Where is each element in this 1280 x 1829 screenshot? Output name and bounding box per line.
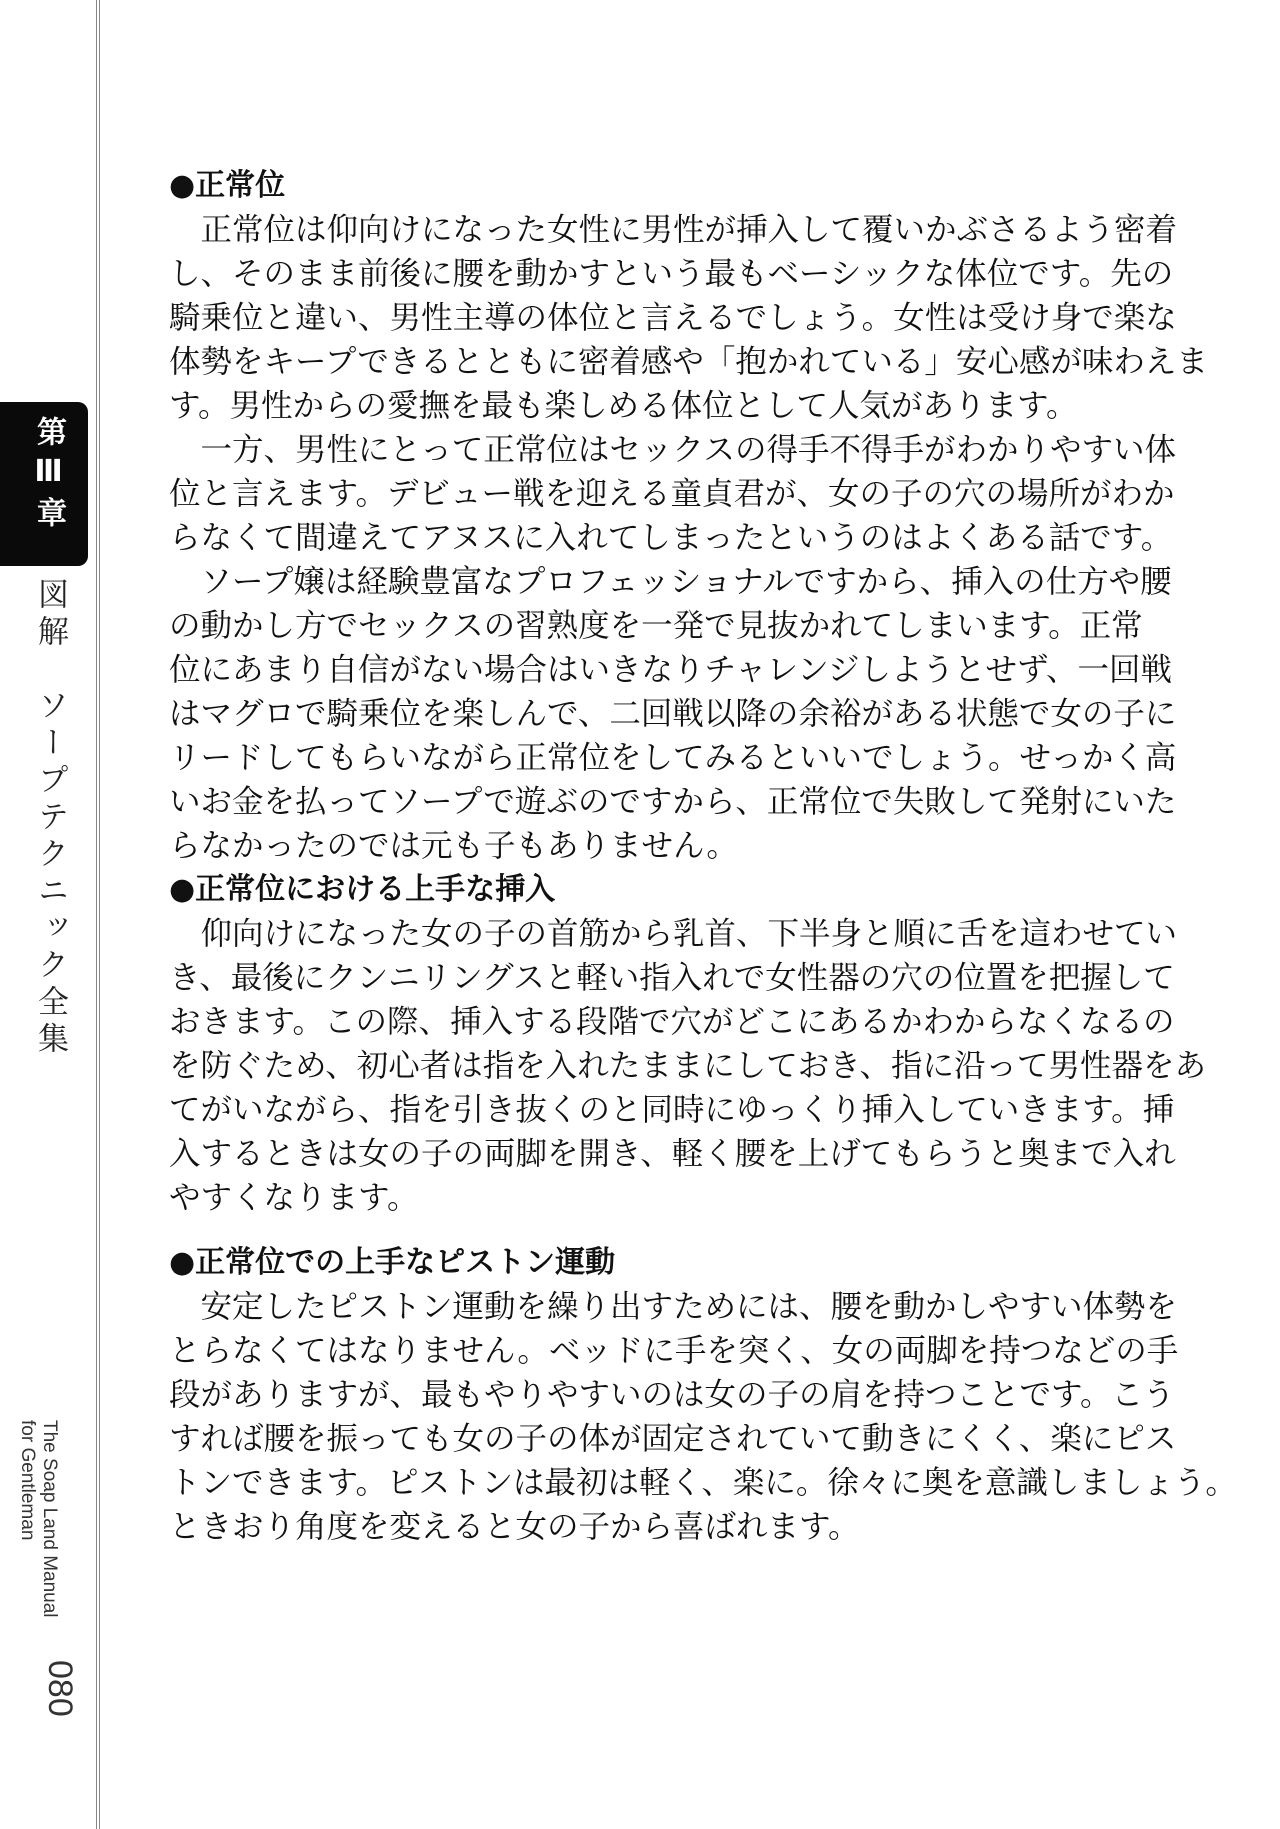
body-line: 位にあまり自信がない場合はいきなりチャレンジしようとせず、一回戦 [169, 652, 1172, 688]
body-line: 騎乗位と違い、男性主導の体位と言えるでしょう。女性は受け身で楽な [169, 300, 1177, 336]
section-missionary [169, 164, 1209, 868]
body-line: 位と言えます。デビュー戦を迎える童貞君が、女の子の穴の場所がわか [169, 476, 1175, 512]
page-number: 080 [41, 1660, 79, 1717]
body-line: すれば腰を振っても女の子の体が固定されていて動きにくく、楽にピス [169, 1421, 1177, 1457]
body-line: とらなくてはなりません。ベッドに手を突く、女の両脚を持つなどの手 [169, 1333, 1179, 1369]
body-line: おきます。この際、挿入する段階で穴がどこにあるかわからなくなるの [169, 1004, 1175, 1040]
body-line: き、最後にクンニリングスと軽い指入れで女性器の穴の位置を把握して [169, 960, 1175, 996]
section-heading: ●正常位での上手なピストン運動 [169, 1245, 616, 1280]
english-title-line1: The Soap Land Manual [39, 1420, 60, 1618]
body-line: を防ぐため、初心者は指を入れたままにしておき、指に沿って男性器をあ [169, 1048, 1206, 1084]
body-line: トンできます。ピストンは最初は軽く、楽に。徐々に奥を意識しましょう。 [169, 1465, 1237, 1501]
body-line: 段がありますが、最もやりやすいのは女の子の肩を持つことです。こう [169, 1377, 1175, 1413]
body-line: やすくなります。 [169, 1180, 419, 1216]
body-line: らなかったのでは元も子もありません。 [169, 828, 738, 864]
body-line: 一方、男性にとって正常位はセックスの得手不得手がわかりやすい体 [169, 432, 1177, 468]
body-line: いお金を払ってソープで遊ぶのですから、正常位で失敗して発射にいた [169, 784, 1177, 820]
body-line: し、そのまま前後に腰を動かすという最もベーシックな体位です。先の [169, 256, 1174, 292]
body-line: 仰向けになった女の子の首筋から乳首、下半身と順に舌を這わせてい [169, 916, 1178, 952]
body-line: 安定したピストン運動を繰り出すためには、腰を動かしやすい体勢を [169, 1289, 1178, 1325]
section-heading: ●正常位における上手な挿入 [169, 872, 556, 907]
body-line: の動かし方でセックスの習熟度を一発で見抜かれてしまいます。正常 [169, 608, 1143, 644]
body-line: らなくて間違えてアヌスに入れてしまったというのはよくある話です。 [169, 520, 1173, 556]
body-line: 正常位は仰向けになった女性に男性が挿入して覆いかぶさるよう密着 [169, 212, 1178, 248]
body-line: はマグロで騎乗位を楽しんで、二回戦以降の余裕がある状態で女の子に [169, 696, 1177, 732]
section-body [169, 912, 1209, 1220]
margin-rule-left [96, 0, 97, 1829]
body-line: 体勢をキープできるとともに密着感や「抱かれている」安心感が味わえま [169, 344, 1208, 380]
body-line: てがいながら、指を引き抜くのと同時にゆっくり挿入していきます。挿 [169, 1092, 1175, 1128]
section-body [169, 208, 1209, 868]
english-title-line2: for Gentleman [17, 1420, 38, 1541]
body-line: リードしてもらいながら正常位をしてみるといいでしょう。せっかく高 [169, 740, 1177, 776]
body-line: ソープ嬢は経験豊富なプロフェッショナルですから、挿入の仕方や腰 [169, 564, 1172, 600]
english-title [16, 1420, 60, 1618]
body-line: ときおり角度を変えると女の子から喜ばれます。 [169, 1509, 860, 1545]
body-line: 入するときは女の子の両脚を開き、軽く腰を上げてもらうと奥まで入れ [169, 1136, 1176, 1172]
chapter-label: 第Ⅲ章 [31, 416, 66, 535]
chapter-tab [0, 402, 88, 566]
body-line: す。男性からの愛撫を最も楽しめる体位として人気があります。 [169, 388, 1078, 424]
section-body [169, 1285, 1237, 1549]
margin-rule-right [99, 0, 100, 1829]
section-heading: ●正常位 [169, 168, 286, 203]
book-title-vertical: 図解 ソープテクニック全集 [32, 578, 68, 1059]
section-insertion [169, 868, 1209, 1220]
section-piston [169, 1241, 1237, 1549]
